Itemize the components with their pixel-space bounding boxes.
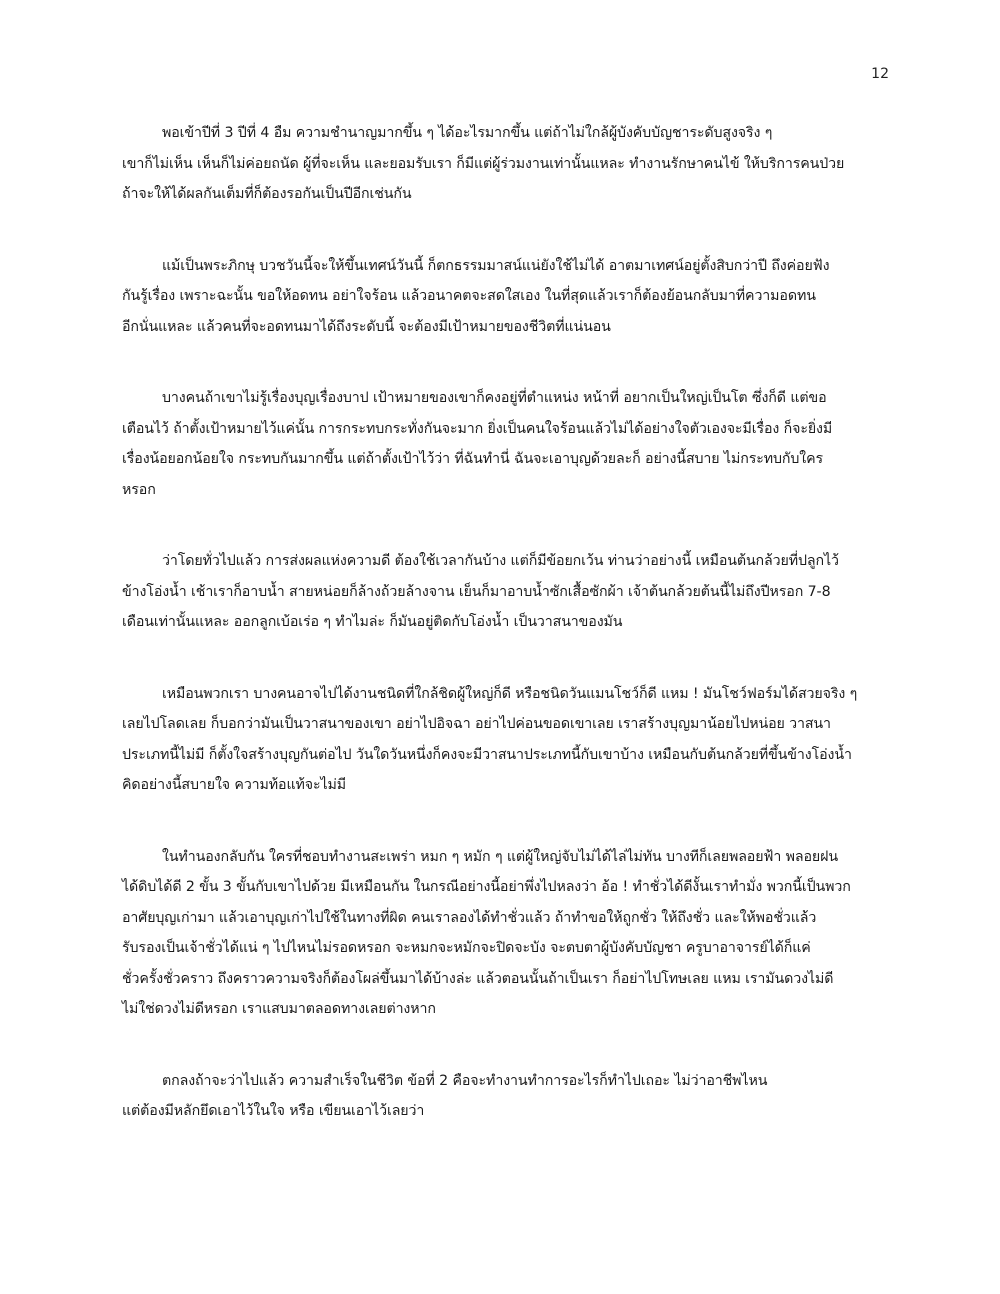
text-line: ชั่วครั้งชั่วคราว ถึงคราวความจริงก็ต้องโผล่ขึ้นมาได้บ้างล่ะ แล้วตอนนั้นถ้าเป็นเรา ก็อย่าไปโทษเลย แหม เรามันดวงไม่ดี (122, 970, 834, 987)
text-line: ไม่ใช่ดวงไม่ดีหรอก เราแสบมาตลอดทางเลยต่างหาก (122, 1001, 436, 1017)
text-line: แต่ต้องมีหลักยึดเอาไว้ในใจ หรือ เขียนเอาไว้เลยว่า (122, 1103, 425, 1119)
text-line: ได้ดิบได้ดี 2 ขั้น 3 ขั้นกับเขาไปด้วย มีเหมือนกัน ในกรณีอย่างนี้อย่าพึ่งไปหลงว่า อ้อ ! ทำชั่วได้ดีงั้นเราทำมั่ง พวกนี้เป็นพวก (122, 879, 851, 895)
text-line: เลยไปโลดเลย ก็บอกว่ามันเป็นวาสนาของเขา อย่าไปอิจฉา อย่าไปค่อนขอดเขาเลย เราสร้างบุญมาน้อยไปหน่อย วาสนา (122, 716, 831, 732)
text-line: แม้เป็นพระภิกษุ บวชวันนี้จะให้ขึ้นเทศน์วันนี้ ก็ตกธรรมมาสน์แน่ยังใช้ไม่ได้ อาตมาเทศน์อยู่ตั้งสิบกว่าปี ถึงค่อยฟัง (162, 257, 830, 274)
paragraph (122, 679, 902, 801)
text-line: อีกนั่นแหละ แล้วคนที่จะอดทนมาได้ถึงระดับนี้ จะต้องมีเป้าหมายของชีวิตที่แน่นอน (122, 318, 611, 335)
text-line: ในทำนองกลับกัน ใครที่ชอบทำงานสะเพร่า หมก ๆ หมัก ๆ แต่ผู้ใหญ่จับไม่ได้ไล่ไม่ทัน บางทีก็เลยพลอยฟ้า พลอยฝน (162, 848, 838, 865)
paragraph (122, 383, 902, 505)
text-line: ตกลงถ้าจะว่าไปแล้ว ความสำเร็จในชีวิต ข้อที่ 2 คือจะทำงานทำการอะไรก็ทำไปเถอะ ไม่ว่าอาชีพไหน (162, 1072, 768, 1089)
paragraph (122, 546, 902, 638)
text-line: หรอก (122, 481, 156, 498)
text-line: กันรู้เรื่อง เพราะฉะนั้น ขอให้อดทน อย่าใจร้อน แล้วอนาคตจะสดใสเอง ในที่สุดแล้วเราก็ต้องย้อนกลับมาที่ความอดทน (122, 288, 816, 304)
paragraph (122, 251, 902, 343)
text-line: พอเข้าปีที่ 3 ปีที่ 4 อืม ความชำนาญมากขึ้น ๆ ได้อะไรมากขึ้น แต่ถ้าไม่ใกล้ผู้บังคับบัญชาระดับสูงจริง ๆ (162, 125, 773, 141)
text-line: ว่าโดยทั่วไปแล้ว การส่งผลแห่งความดี ต้องใช้เวลากันบ้าง แต่ก็มีข้อยกเว้น ท่านว่าอย่างนี้ เหมือนต้นกล้วยที่ปลูกไว้ (162, 553, 839, 569)
text-line: เตือนไว้ ถ้าตั้งเป้าหมายไว้แค่นั้น การกระทบกระทั่งกันจะมาก ยิ่งเป็นคนใจร้อนแล้วไม่ได้อย่างใจตัวเองจะมีเรื่อง ก็จะยิ่งมี (122, 420, 833, 437)
text-line: เรื่องน้อยอกน้อยใจ กระทบกันมากขึ้น แต่ถ้าตั้งเป้าไว้ว่า ที่ฉันทำนี่ ฉันจะเอาบุญด้วยละก็ อย่างนี้สบาย ไม่กระทบกับใคร (122, 451, 824, 467)
text-line: ถ้าจะให้ได้ผลกันเต็มที่ก็ต้องรอกันเป็นปีอีกเช่นกัน (122, 186, 412, 202)
text-line: รับรองเป็นเจ้าชั่วได้แน่ ๆ ไปไหนไม่รอดหรอก จะหมกจะหมักจะปิดจะบัง จะตบตาผู้บังคับบัญชา ครูบาอาจารย์ได้ก็แค่ (122, 940, 811, 956)
page-number: 12 (871, 66, 889, 82)
text-line: บางคนถ้าเขาไม่รู้เรื่องบุญเรื่องบาป เป้าหมายของเขาก็คงอยู่ที่ตำแหน่ง หน้าที่ อยากเป็นใหญ่เป็นโต ซึ่งก็ดี แต่ขอ (162, 390, 827, 406)
paragraph (122, 842, 902, 1025)
paragraph (122, 118, 902, 210)
text-line: คิดอย่างนี้สบายใจ ความท้อแท้จะไม่มี (122, 777, 347, 793)
text-line: เขาก็ไม่เห็น เห็นก็ไม่ค่อยถนัด ผู้ที่จะเห็น และยอมรับเรา ก็มีแต่ผู้ร่วมงานเท่านั้นแหละ ทำงานรักษาคนไข้ ให้บริการคนป่วย (122, 155, 845, 172)
body-text (122, 118, 902, 1168)
text-line: เหมือนพวกเรา บางคนอาจไปได้งานชนิดที่ใกล้ชิดผู้ใหญ่ก็ดี หรือชนิดวันแมนโชว์ก็ดี แหม ! มันโชว์ฟอร์มได้สวยจริง ๆ (162, 685, 858, 702)
paragraph (122, 1066, 902, 1127)
text-line: ประเภทนี้ไม่มี ก็ตั้งใจสร้างบุญกันต่อไป วันใดวันหนึ่งก็คงจะมีวาสนาประเภทนี้กับเขาบ้าง เหมือนกับต้นกล้วยที่ขึ้นข้างโอ่งน้ำ (122, 746, 852, 763)
text-line: อาศัยบุญเก่ามา แล้วเอาบุญเก่าไปใช้ในทางที่ผิด คนเราลองได้ทำชั่วแล้ว ถ้าทำขอให้ถูกชั่ว ให้ถึงชั่ว และให้พอชั่วแล้ว (122, 909, 817, 926)
text-line: เดือนเท่านั้นแหละ ออกลูกเบ้อเร่อ ๆ ทำไมล่ะ ก็มันอยู่ติดกับโอ่งน้ำ เป็นวาสนาของมัน (122, 614, 623, 630)
text-line: ข้างโอ่งน้ำ เช้าเราก็อาบน้ำ สายหน่อยก็ล้างถ้วยล้างจาน เย็นก็มาอาบน้ำซักเสื้อซักผ้า เจ้าต้นกล้วยต้นนี้ไม่ถึงปีหรอก 7-8 (122, 583, 831, 600)
